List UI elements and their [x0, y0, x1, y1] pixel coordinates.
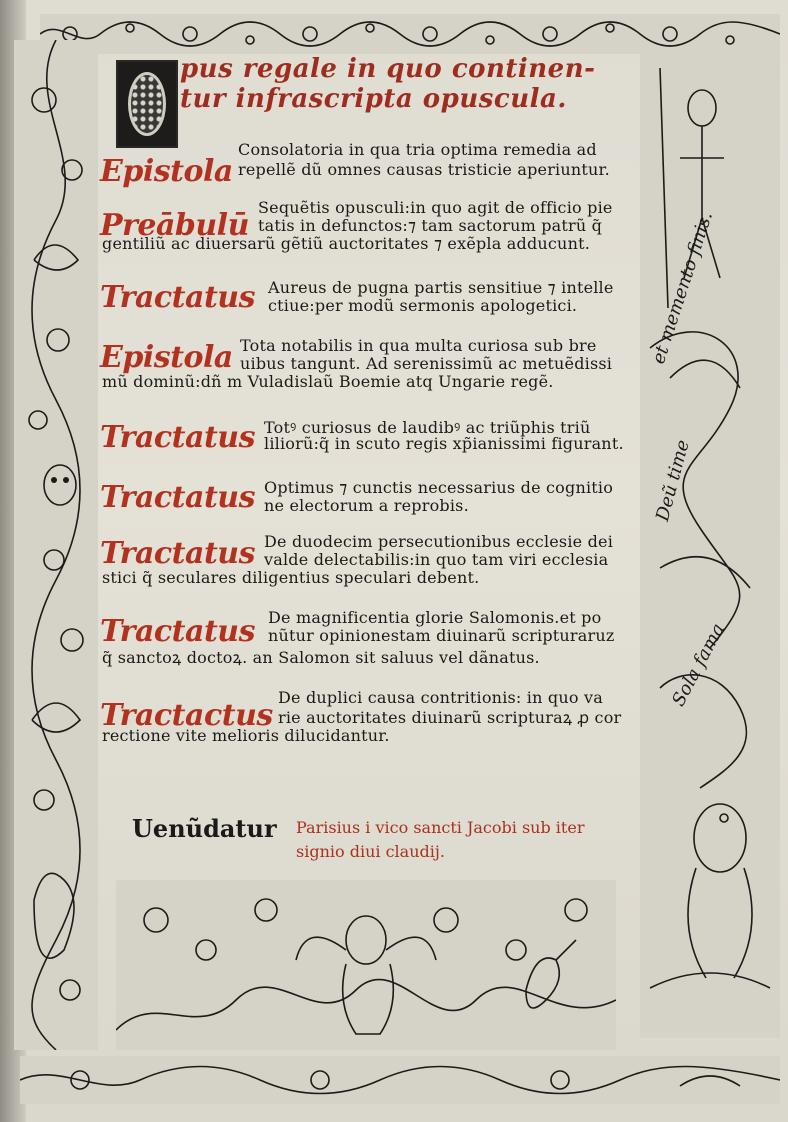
entry-line: Aureus de pugna partis sensitiue ⁊ intelle [268, 278, 614, 297]
entry-heading: Epistola [100, 340, 233, 375]
entry-line: ne electorum a reprobis. [264, 496, 469, 515]
left-woodcut-border [14, 40, 98, 1050]
entry-heading: Preābulū [100, 208, 249, 243]
scroll-text-middle: Deũ time [652, 437, 694, 524]
title-line-1: pus regale in quo continen- [180, 54, 596, 84]
entry-line: rie auctoritates diuinarũ scripturaꝝ ꝓ cor [278, 708, 622, 727]
entry-line: mũ dominũ:dñ m Vuladislaũ Boemie atq Ungarie regẽ. [102, 372, 554, 391]
scroll-text-lower: Sola fama [668, 620, 730, 710]
title-line-2: tur infrascripta opuscula. [180, 84, 567, 114]
colophon-line-1: Parisius i vico sancti Jacobi sub iter [296, 818, 585, 837]
entry-line: tatis in defunctos:⁊ tam sactorum patrũ q̃ [258, 216, 603, 235]
entry-line: Tota notabilis in qua multa curiosa sub bre [240, 336, 597, 355]
right-woodcut-border [640, 48, 780, 1038]
entry-heading: Epistola [100, 154, 233, 189]
entry-line: q̃ sanctoꝝ doctoꝝ. an Salomon sit saluus vel dãnatus. [102, 648, 540, 667]
entry-line: De magnificentia glorie Salomonis.et po [268, 608, 602, 627]
entry-line: uibus tangunt. Ad serenissimũ ac metuẽdissi [240, 354, 613, 373]
entry-line: De duodecim persecutionibus ecclesie dei [264, 532, 614, 551]
entry-heading: Tractatus [100, 480, 256, 515]
entry-line: De duplici causa contritionis: in quo va [278, 688, 603, 707]
entry-line: valde delectabilis:in quo tam viri ecclesia [264, 550, 609, 569]
entry-line: rectione vite melioris dilucidantur. [102, 726, 390, 745]
entry-line: Sequẽtis opusculi:in quo agit de officio pie [258, 198, 613, 217]
entry-line: Consolatoria in qua tria optima remedia ad [238, 140, 597, 159]
decorated-initial [116, 60, 178, 148]
entry-heading: Tractatus [100, 420, 256, 455]
entry-line: gentiliũ ac diuersarũ gẽtiũ auctoritates ⁊ exẽpla adducunt. [102, 234, 590, 253]
colophon-word: Uenũdatur [132, 814, 277, 843]
entry-line: repellẽ dũ omnes causas tristicie aperiuntur. [238, 160, 610, 179]
entry-line: nũtur opinionestam diuinarũ scripturaruz [268, 626, 615, 645]
colophon-line-2: signio diui claudij. [296, 842, 445, 861]
decorated-initial-letter [128, 72, 166, 136]
entry-line: ctiue:per modũ sermonis apologetici. [268, 296, 578, 315]
entry-line: liliorũ:q̃ in scuto regis xp̃ianissimi figurant. [264, 434, 624, 453]
entry-line: Optimus ⁊ cunctis necessarius de cognitio [264, 478, 614, 497]
entry-line: Totꝰ curiosus de laudibꝰ ac triũphis triũ [264, 418, 591, 437]
entry-heading: Tractatus [100, 280, 256, 315]
entry-heading: Tractatus [100, 536, 256, 571]
foot-woodcut-strip [20, 1056, 780, 1104]
entry-heading: Tractactus [100, 698, 273, 733]
entry-line: stici q̃ seculares diligentius speculari debent. [102, 568, 480, 587]
bottom-woodcut-illustration [116, 880, 616, 1050]
entry-heading: Tractatus [100, 614, 256, 649]
scroll-text-upper: et memento finis. [648, 209, 718, 367]
